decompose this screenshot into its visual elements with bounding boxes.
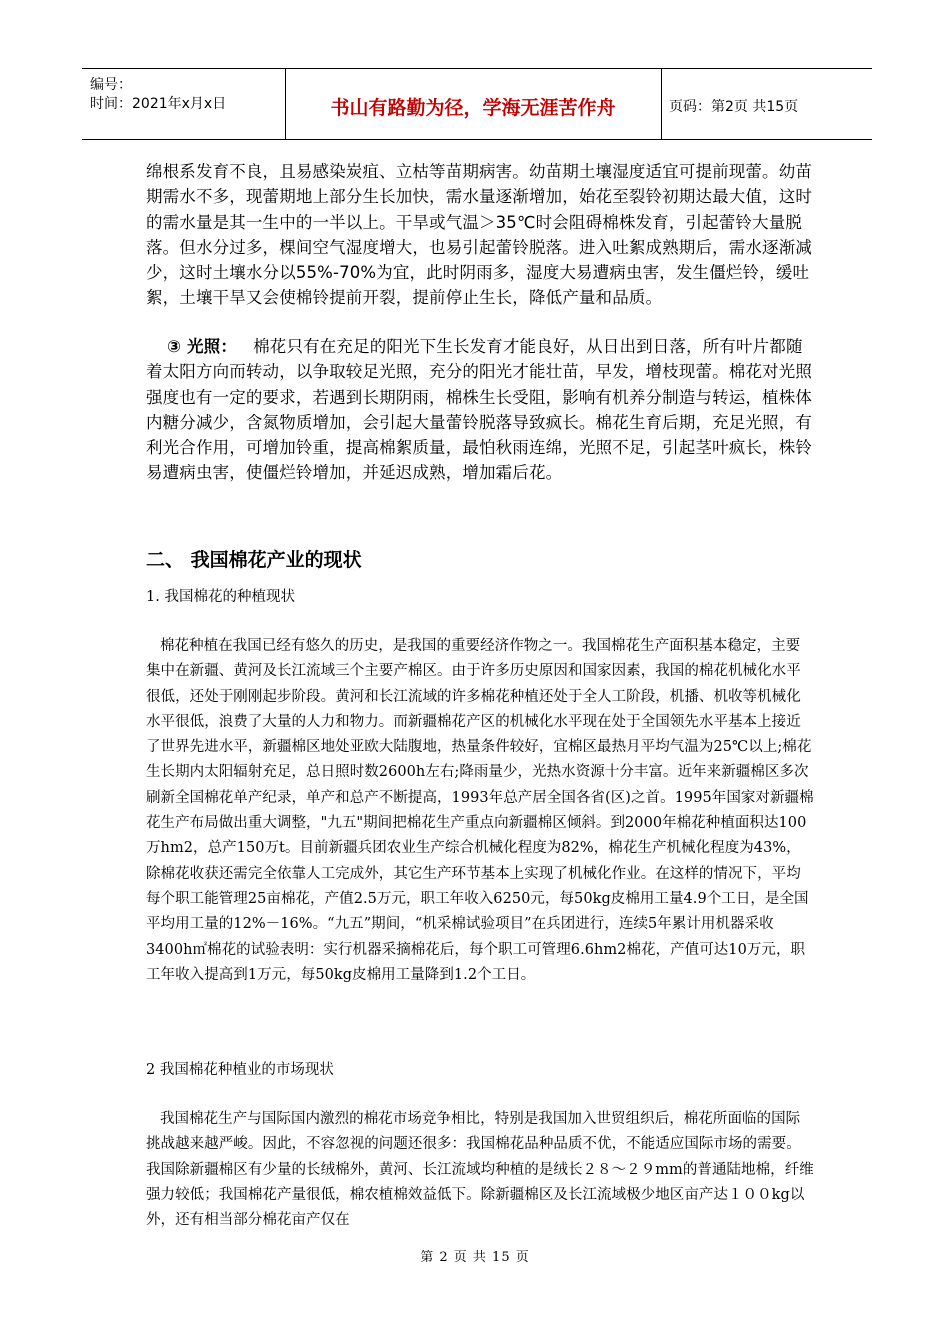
subsection-title-market: 2 我国棉花种植业的市场现状: [146, 1062, 334, 1078]
paragraph-water-needs: 绵根系发育不良，且易感染炭疽、立枯等苗期病害。幼苗期土壤湿度适宜可提前现蕾。幼苗期需水不多，现蕾期地上部分生长加快，需水量逐渐增加，始花至裂铃初期达最大值，这时的需水量是其一生中的一半以上。干旱或气温＞35℃时会阻碍棉株发育，引起蕾铃大量脱落。但水分过多，棵间空气湿度增大，也易引起蕾铃脱落。进入吐絮成熟期后，需水逐渐减少，这时土壤水分以55%-70%为宜，此时阴雨多，湿度大易遭病虫害，发生僵烂铃，缓吐絮，土壤干旱又会使棉铃提前开裂，提前停止生长，降低产量和品质。: [146, 162, 812, 308]
section-title: 二、 我国棉花产业的现状: [146, 549, 362, 571]
page-footer: 第 2 页 共 15 页: [420, 1250, 530, 1265]
header-motto-cell: [285, 69, 662, 139]
header-page-number: 页码：第2页 共15页: [669, 99, 799, 115]
header-page-cell: [661, 69, 872, 139]
document-number-label: 编号：: [90, 77, 132, 93]
page-header: [82, 68, 872, 140]
header-motto: 书山有路勤为径，学海无涯苦作舟: [330, 97, 616, 119]
paragraph-planting-status: 棉花种植在我国已经有悠久的历史，是我国的重要经济作物之一。我国棉花生产面积基本稳定，主要集中在新疆、黄河及长江流域三个主要产棉区。由于许多历史原因和国家因素，我国的棉花机械化水平很低，还处于刚刚起步阶段。黄河和长江流域的许多棉花种植还处于全人工阶段，机播、机收等机械化水平很低，浪费了大量的人力和物力。而新疆棉花产区的机械化水平现在处于全国领先水平基本上接近了世界先进水平，新疆棉区地处亚欧大陆腹地，热量条件较好，宜棉区最热月平均气温为25℃以上;棉花生长期内太阳辐射充足，总日照时数2600h左右;降雨量少，光热水资源十分丰富。近年来新疆棉区多次刷新全国棉花单产纪录，单产和总产不断提高，1993年总产居全国各省(区)之首。1995年国家对新疆棉花生产布局做出重大调整，"九五"期间把棉花生产重点向新疆棉区倾斜。到2000年棉花种植面积达100万hm2，总产150万t。目前新疆兵团农业生产综合机械化程度为82%，棉花生产机械化程度为43%，除棉花收获还需完全依靠人工完成外，其它生产环节基本上实现了机械化作业。在这样的情况下，平均每个职工能管理25亩棉花，产值2.5万元，职工年收入6250元，每50kg皮棉用工量4.9个工日，是全国平均用工量的12%－16%。“九五”期间，“机采棉试验项目”在兵团进行，连续5年累计用机器采收3400h㎡棉花的试验表明：实行机器采摘棉花后，每个职工可管理6.6hm2棉花，产值可达10万元，职工年收入提高到1万元，每50kg皮棉用工量降到1.2个工日。: [146, 638, 814, 983]
paragraph-light: [146, 334, 814, 486]
paragraph-market-status: 我国棉花生产与国际国内激烈的棉花市场竞争相比，特别是我国加入世贸组织后，棉花所面临的国际挑战越来越严峻。因此，不容忽视的问题还很多：我国棉花品种品质不优，不能适应国际市场的需要。我国除新疆棉区有少量的长绒棉外，黄河、长江流域均种植的是绒长２８～２９mm的普通陆地棉，纤维强力较低；我国棉花产量很低，棉农植棉效益低下。除新疆棉区及长江流域极少地区亩产达１００kg以外，还有相当部分棉花亩产仅在: [146, 1111, 814, 1229]
light-text: 棉花只有在充足的阳光下生长发育才能良好，从日出到日落，所有叶片都随着太阳方向而转动，以争取较足光照，充分的阳光才能壮苗，早发，增枝现蕾。棉花对光照强度也有一定的要求，若遇到长期阴雨，棉株生长受阻，影响有机养分制造与转运，植株体内糖分减少，含氮物质增加，会引起大量蕾铃脱落导致疯长。棉花生育后期，充足光照，有利光合作用，可增加铃重，提高棉絮质量，最怕秋雨连绵，光照不足，引起茎叶疯长，株铃易遭病虫害，使僵烂铃增加，并延迟成熟，增加霜后花。: [146, 337, 812, 483]
document-date-label: 时间：2021年x月x日: [90, 96, 227, 112]
subsection-title-planting: 1. 我国棉花的种植现状: [146, 589, 295, 605]
header-meta: [82, 69, 286, 139]
light-heading: ③ 光照：: [167, 337, 237, 356]
